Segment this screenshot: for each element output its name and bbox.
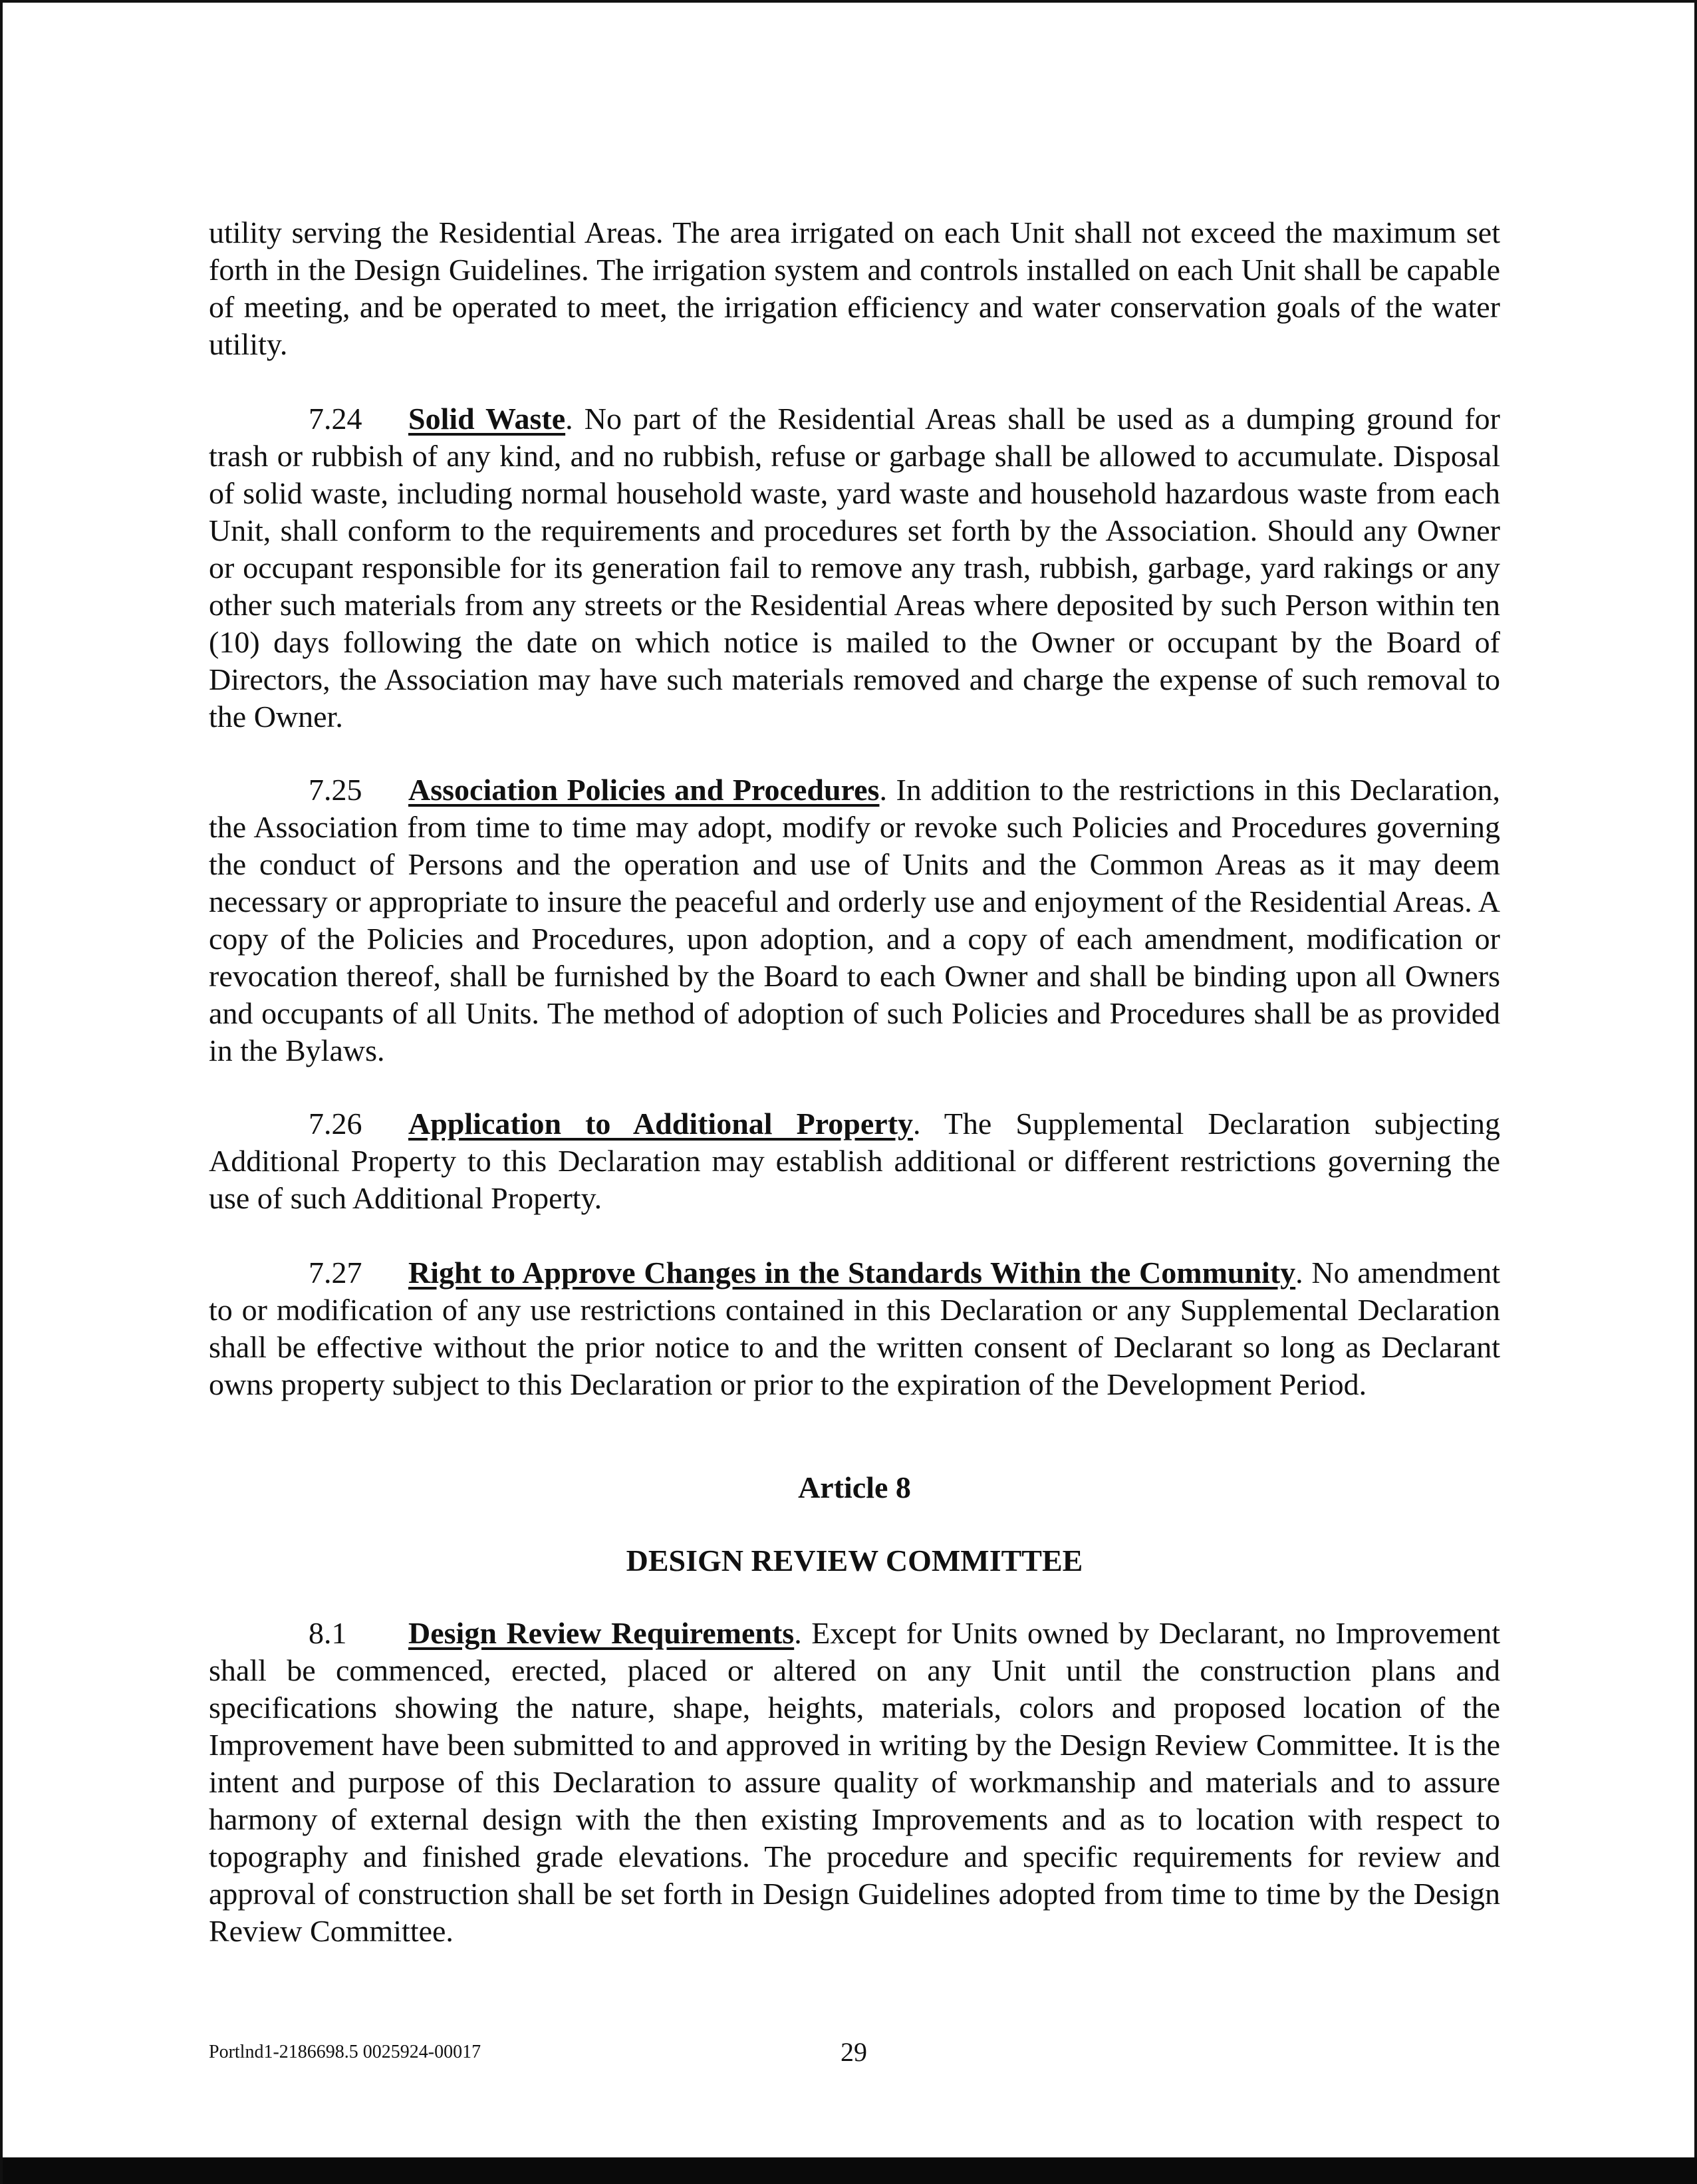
section-body: . The Supplemental Declaration subjecting Additional Property to this Declaration may establish additional or different restrictions governing the use of such Additional Property. [209, 1107, 1500, 1215]
section-heading: Association Policies and Procedures [408, 773, 880, 807]
section-number: 7.25 [309, 773, 362, 807]
page-number: 29 [841, 2037, 867, 2067]
section-heading: Application to Additional Property [408, 1107, 914, 1141]
article-subtitle: DESIGN REVIEW COMMITTEE [626, 1544, 1083, 1577]
section-number: 8.1 [309, 1616, 347, 1650]
section-heading: Design Review Requirements [408, 1616, 795, 1650]
intro-paragraph: utility serving the Residential Areas. The area irrigated on each Unit shall not exceed the maximum set forth in the Design Guidelines. The irrigation system and controls installed on each Unit shall be capable of meeting, and be operated to meet, the irrigation efficiency and water conservation goals of the water utility. [209, 215, 1500, 361]
scan-border [3, 2157, 1697, 2184]
document-id: Portlnd1-2186698.5 0025924-00017 [209, 2042, 481, 2062]
section-heading: Right to Approve Changes in the Standards Within the Community [408, 1256, 1296, 1290]
section-7-27 [209, 1254, 1500, 1403]
section-body: . No part of the Residential Areas shall be used as a dumping ground for trash or rubbish of any kind, and no rubbish, refuse or garbage shall be allowed to accumulate. Disposal of solid waste, including normal household waste, yard waste and household hazardous waste from each Unit, shall conform to the requirements and procedures set forth by the Association. Should any Owner or occupant responsible for its generation fail to remove any trash, rubbish, garbage, yard rakings or any other such materials from any streets or the Residential Areas where deposited by such Person within ten (10) days following the date on which notice is mailed to the Owner or occupant by the Board of Directors, the Association may have such materials removed and charge the expense of such removal to the Owner. [209, 402, 1500, 734]
section-7-24 [209, 400, 1500, 736]
section-7-25 [209, 771, 1500, 1069]
section-body: . In addition to the restrictions in this Declaration, the Association from time to time may adopt, modify or revoke such Policies and Procedures governing the conduct of Persons and the operation and use of Units and the Common Areas as it may deem necessary or appropriate to insure the peaceful and orderly use and enjoyment of the Residential Areas. A copy of the Policies and Procedures, upon adoption, and a copy of each amendment, modification or revocation thereof, shall be furnished by the Board to each Owner and shall be binding upon all Owners and occupants of all Units. The method of adoption of such Policies and Procedures shall be as provided in the Bylaws. [209, 773, 1500, 1067]
section-7-26 [209, 1105, 1500, 1217]
section-number: 7.26 [309, 1107, 362, 1141]
section-number: 7.27 [309, 1256, 362, 1290]
section-number: 7.24 [309, 402, 362, 436]
article-title: Article 8 [798, 1470, 911, 1504]
section-heading: Solid Waste [408, 402, 566, 436]
section-body: . No amendment to or modification of any use restrictions contained in this Declaration or any Supplemental Declaration shall be effective without the prior notice to and the written consent of Declarant so long as Declarant owns property subject to this Declaration or prior to the expiration of the Development Period. [209, 1256, 1501, 1401]
section-body: . Except for Units owned by Declarant, no Improvement shall be commenced, erected, placed or altered on any Unit until the construction plans and specifications showing the nature, shape, heights, materials, colors and proposed location of the Improvement have been submitted to and approved in writing by the Design Review Committee. It is the intent and purpose of this Declaration to assure quality of workmanship and materials and to assure harmony of external design with the then existing Improvements and as to location with respect to topography and finished grade elevations. The procedure and specific requirements for review and approval of construction shall be set forth in Design Guidelines adopted from time to time by the Design Review Committee. [209, 1616, 1500, 1948]
section-8-1 [209, 1615, 1500, 1950]
